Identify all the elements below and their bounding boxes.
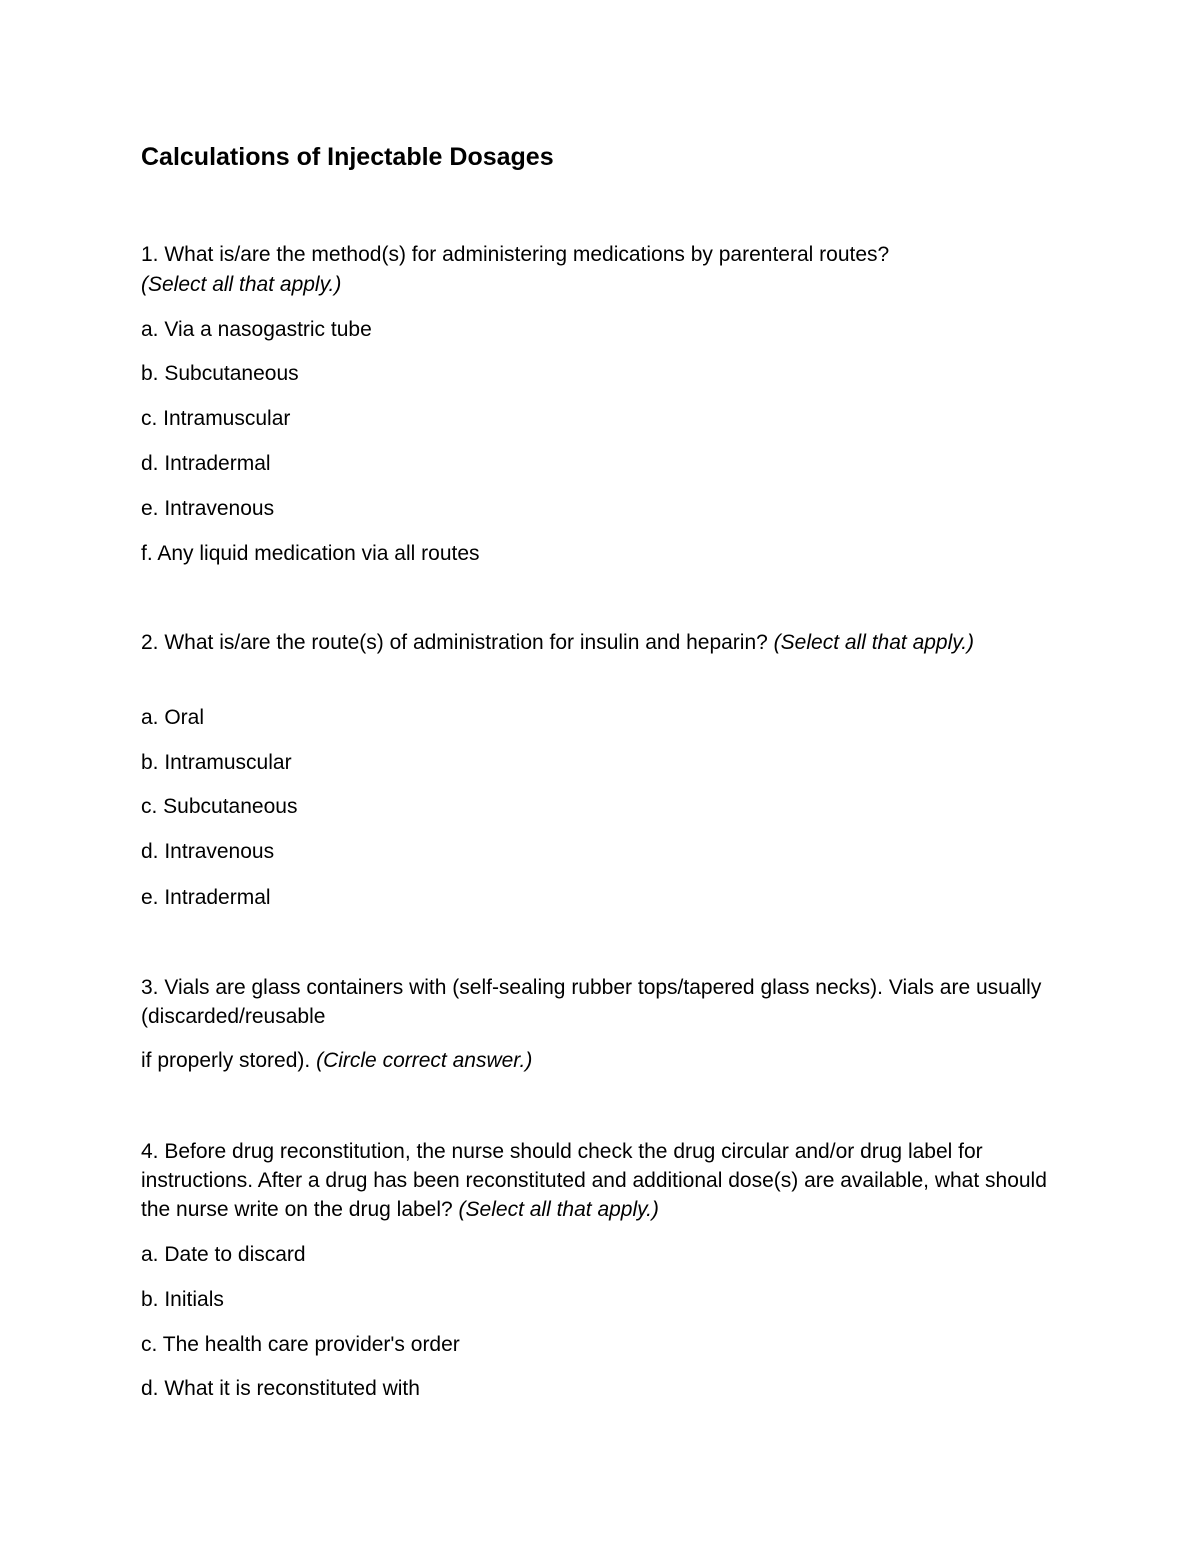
question-1-stem: 1. What is/are the method(s) for administering medications by parenteral routes? — [141, 243, 890, 266]
question-1-option-b: b. Subcutaneous — [141, 362, 299, 385]
question-2-instruction: (Select all that apply.) — [773, 631, 975, 654]
page-title: Calculations of Injectable Dosages — [141, 143, 554, 171]
question-1-option-a: a. Via a nasogastric tube — [141, 318, 372, 341]
question-4-stem: 4. Before drug reconstitution, the nurse should check the drug circular and/or drug label for instructions. After a drug has been reconstituted and additional dose(s) are available, what should the nurse write on the drug label? (Select all that apply.) — [141, 1140, 1047, 1221]
question-2-option-a: a. Oral — [141, 706, 205, 729]
question-3-continuation: if properly stored). (Circle correct answer.) — [141, 1049, 533, 1072]
question-2-stem: 2. What is/are the route(s) of administration for insulin and heparin? (Select all that apply.) — [141, 631, 975, 654]
question-4-option-b: b. Initials — [141, 1288, 224, 1311]
question-1-option-e: e. Intravenous — [141, 497, 275, 520]
question-1-instruction: (Select all that apply.) — [141, 273, 342, 296]
question-2-option-c: c. Subcutaneous — [141, 795, 298, 818]
question-1-option-d: d. Intradermal — [141, 452, 271, 475]
question-2-option-e: e. Intradermal — [141, 886, 271, 909]
question-2-option-b: b. Intramuscular — [141, 751, 292, 774]
question-1-option-f: f. Any liquid medication via all routes — [141, 542, 480, 565]
question-3-stem: 3. Vials are glass containers with (self-sealing rubber tops/tapered glass necks). Vials are usually (discarded/reusable — [141, 976, 1042, 1028]
question-4-option-c: c. The health care provider's order — [141, 1333, 460, 1356]
question-3-instruction: (Circle correct answer.) — [316, 1049, 533, 1072]
question-4-option-d: d. What it is reconstituted with — [141, 1377, 420, 1400]
question-4-option-a: a. Date to discard — [141, 1243, 306, 1266]
question-1-option-c: c. Intramuscular — [141, 407, 291, 430]
question-2-option-d: d. Intravenous — [141, 840, 275, 863]
question-4-instruction: (Select all that apply.) — [458, 1198, 659, 1221]
